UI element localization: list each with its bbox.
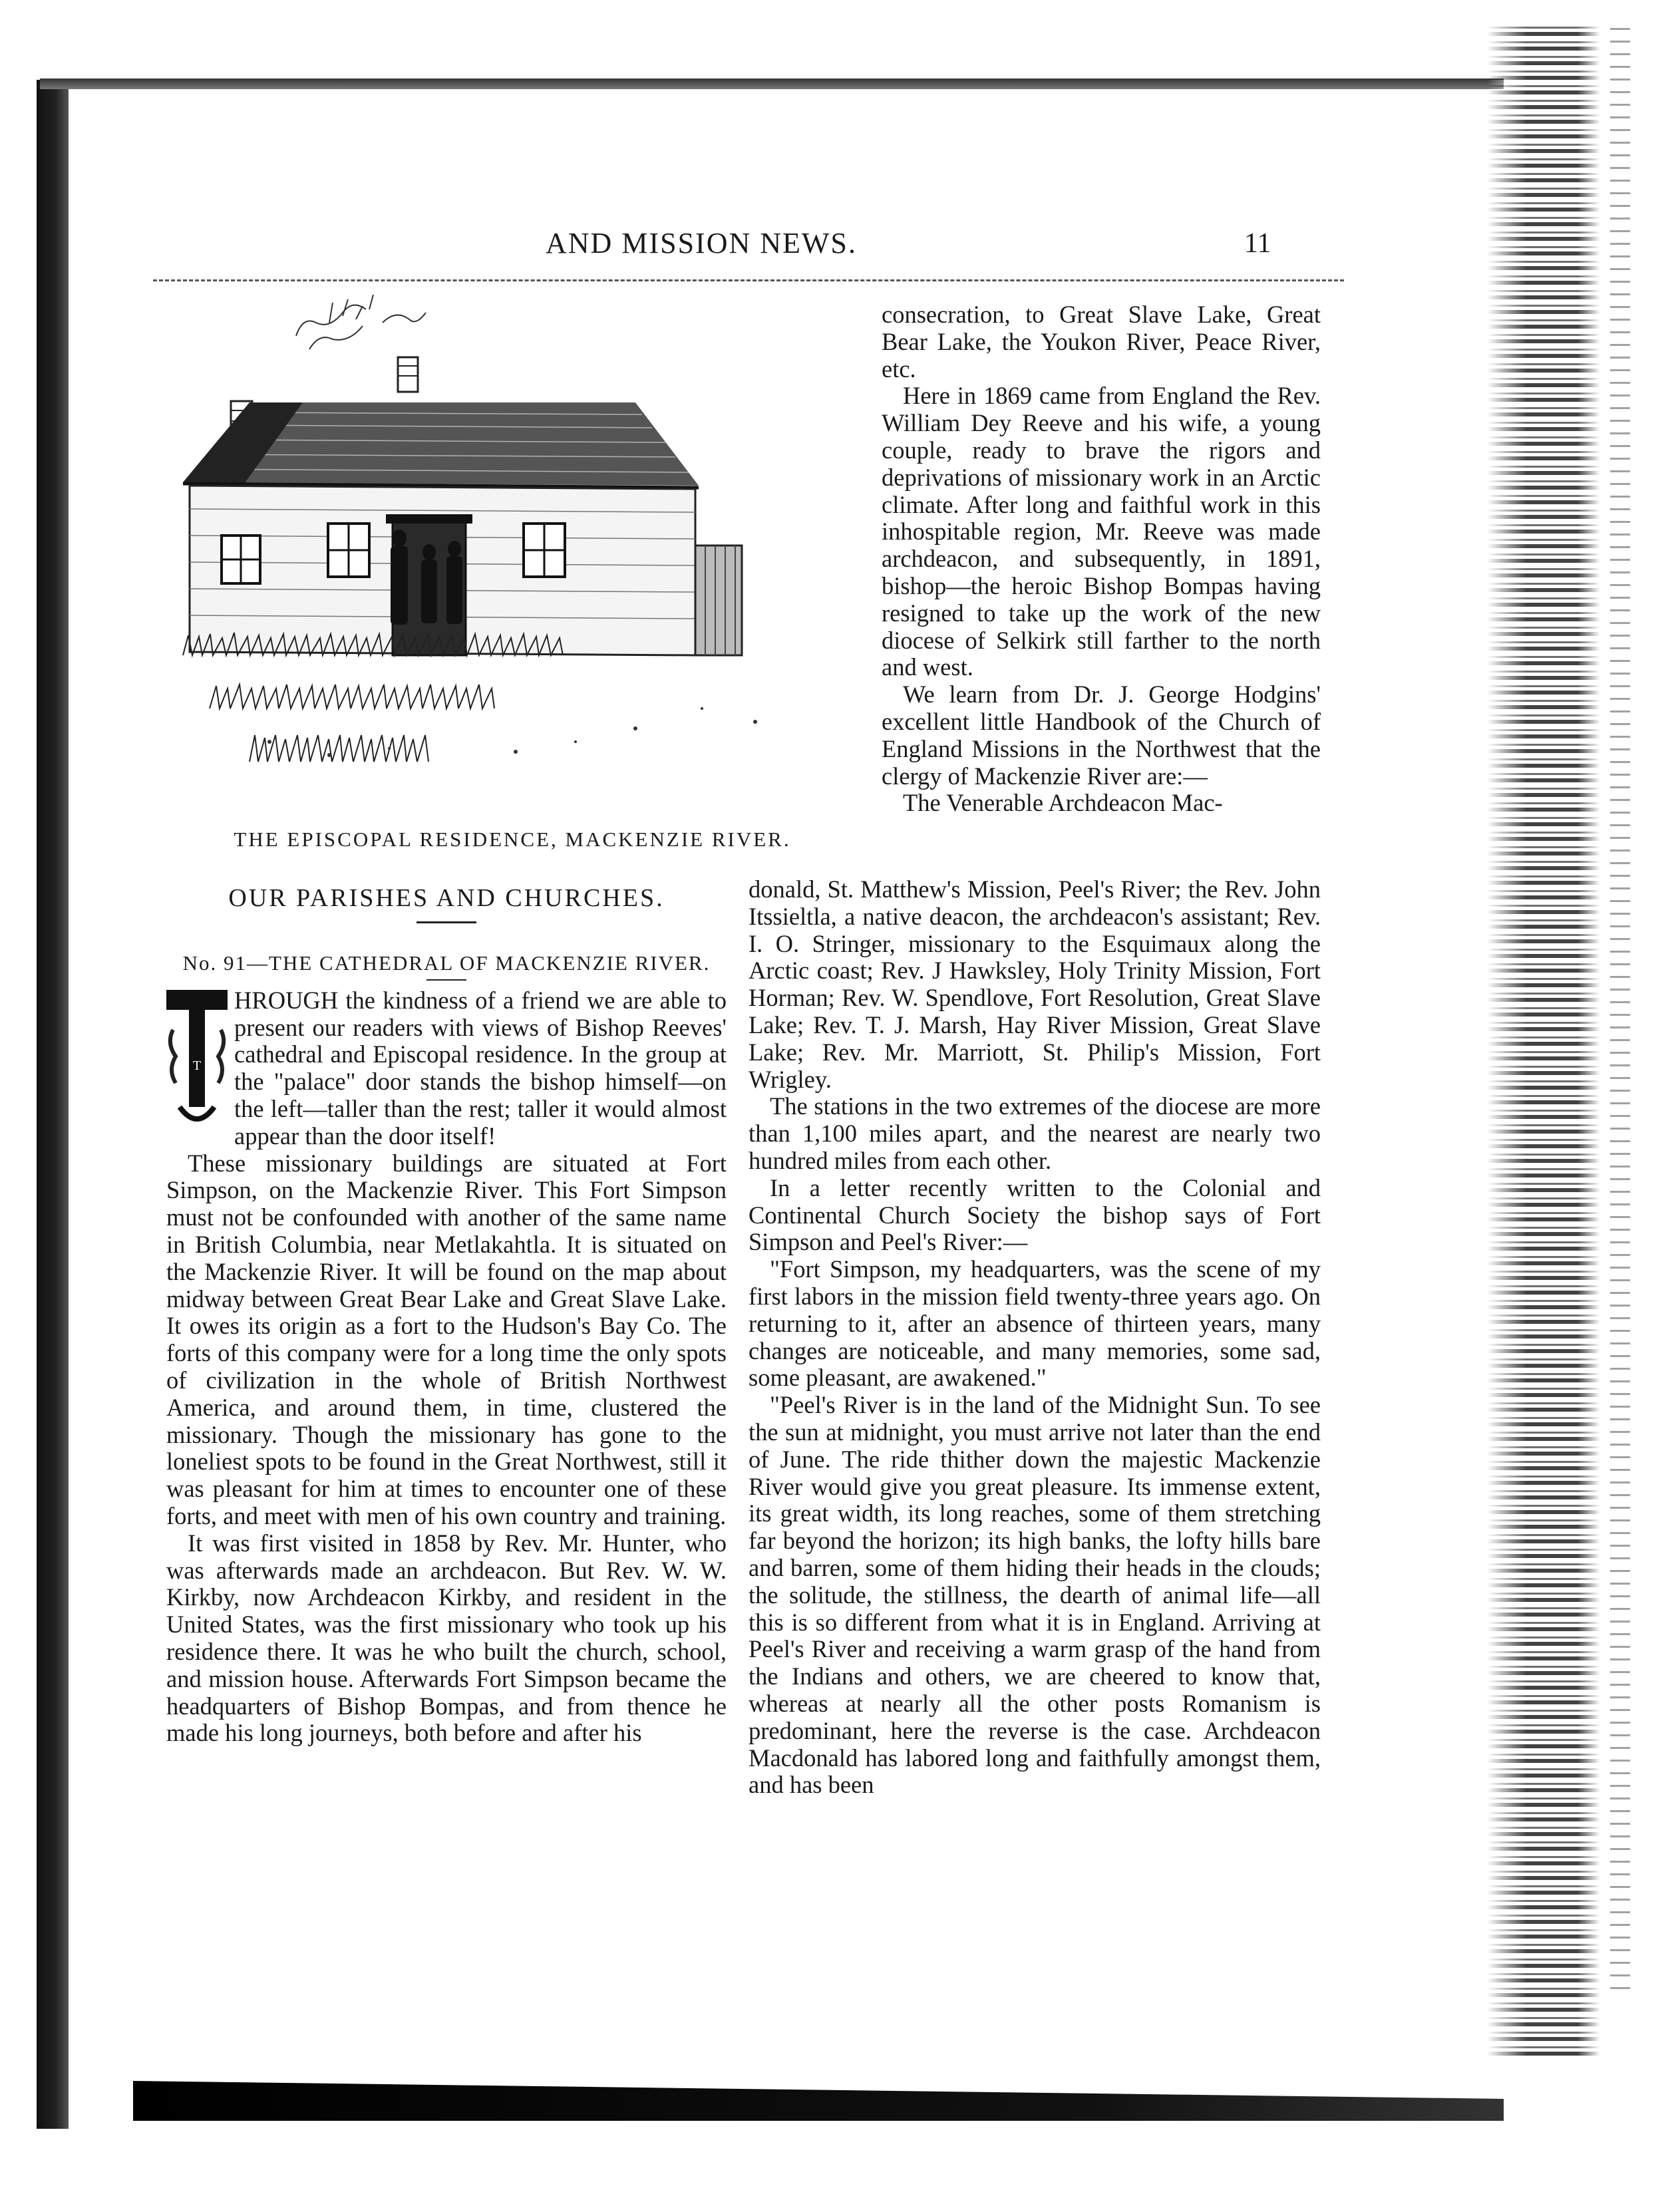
scan-edge-left: [37, 80, 69, 2129]
paragraph: Here in 1869 came from England the Rev. William Dey Reeve and his wife, a young couple, ready to brave the rigors and deprivations of missionary work in an Arctic climate. After long and faithful work in this inhospitable region, Mr. Reeve was made archdeacon, and subsequently, in 1891, bishop—the heroic Bishop Bompas having resigned to take up the work of the new diocese of Selkirk still farther to the north and west.: [882, 382, 1321, 681]
page-number: 11: [1244, 228, 1271, 259]
paragraph: HROUGH the kindness of a friend we are able to present our readers with views of Bishop Reeves' cathedral and Episcopal residence. In the group at the "palace" door stands the bishop himself—on the left—taller than the rest; taller it would almost appear than the door itself!: [234, 986, 727, 1150]
subtitle-rule: [426, 979, 466, 981]
drop-cap-letter: T: [192, 1058, 202, 1073]
paragraph: The Venerable Archdeacon Mac-: [903, 789, 1223, 817]
page-header: [173, 226, 1337, 266]
right-column-lower: [749, 876, 1321, 1799]
paragraph: consecration, to Great Slave Lake, Great Bear Lake, the Youkon River, Peace River, etc.: [882, 301, 1321, 383]
paragraph: In a letter recently written to the Colonial and Continental Church Society the bishop says of Fort Simpson and Peel's River:—: [749, 1173, 1321, 1256]
scan-edge-bottom: [133, 2081, 1504, 2121]
article-subtitle: No. 91—THE CATHEDRAL OF MACKENZIE RIVER.: [182, 951, 711, 975]
quote-paragraph: "Peel's River is in the land of the Midnight Sun. To see the sun at midnight, you must arrive not later than the end of June. The ride thither down the majestic Mackenzie River would give you great pleasure. Its immense extent, its great width, its long reaches, some of them stretching far beyond the horizon; its high banks, the lofty hills bare and barren, some of them hiding their heads in the clouds; the solitude, the stillness, the dearth of animal life—all this is so different from what it is in England. Arriving at Peel's River and receiving a warm grasp of the hand from the Indians and others, we are cheered to know that, whereas at nearly all the other posts Romanism is predominant, here the reverse is the case. Archdeacon Macdonald has labored long and faithfully amongst them, and has been: [749, 1391, 1321, 1799]
quote-paragraph: "Fort Simpson, my headquarters, was the scene of my first labors in the mission field twenty-three years ago. On returning to it, after an absence of thirteen years, many changes are noticeable, and many memories, some sad, some pleasant, are awakened.": [749, 1255, 1321, 1392]
left-column: [166, 858, 727, 1747]
right-column-upper: [882, 301, 1321, 817]
section-title-rule: [417, 921, 476, 923]
paragraph: These missionary buildings are situated at Fort Simpson, on the Mackenzie River. This Fort Simpson must not be confounded with another of the same name in British Columbia, near Metlakahtla. It is situated on the Mackenzie River. It will be found on the map about midway between Great Bear Lake and Great Slave Lake. It owes its origin as a fort to the Hudson's Bay Co. The forts of this company were for a long time the only spots of civilization in the whole of British Northwest America, and around them, in time, clustered the missionary. Though the missionary has gone to the loneliest spots to be found in the Great Northwest, still it was pleasant for him at times to encounter one of these forts, and meet with men of his own country and training.: [166, 1149, 727, 1529]
figure-caption: THE EPISCOPAL RESIDENCE, MACKENZIE RIVER.: [234, 828, 791, 851]
section-title: OUR PARISHES AND CHURCHES.: [228, 884, 665, 912]
paragraph: It was first visited in 1858 by Rev. Mr. Hunter, who was afterwards made an archdeacon. But Rev. W. W. Kirkby, now Archdeacon Kirkby, and resident in the United States, was the first missionary who took up his residence there. It was he who built the church, school, and mission house. Afterwards Fort Simpson became the headquarters of Bishop Bompas, and from thence he made his long journeys, both before and after his: [166, 1529, 727, 1747]
scan-edge-top: [40, 78, 1504, 89]
paragraph: The stations in the two extremes of the diocese are more than 1,100 miles apart, and the nearest are nearly two hundred miles from each other.: [749, 1092, 1321, 1174]
running-title: AND MISSION NEWS.: [546, 227, 857, 259]
scan-edge-right-noise: [1610, 27, 1630, 1989]
decorative-drop-cap: [166, 990, 228, 1130]
scan-edge-right: [1487, 27, 1600, 2056]
header-rule: [153, 279, 1344, 281]
paragraph: We learn from Dr. J. George Hodgins' excellent little Handbook of the Church of England Missions in the Northwest that the clergy of Mackenzie River are:—: [882, 681, 1321, 790]
paragraph: donald, St. Matthew's Mission, Peel's River; the Rev. John Itssieltla, a native deacon, the archdeacon's assistant; Rev. I. O. Stringer, missionary to the Esquimaux along the Arctic coast; Rev. J Hawksley, Holy Trinity Mission, Fort Horman; Rev. W. Spendlove, Fort Resolution, Great Slave Lake; Rev. T. J. Marsh, Hay River Mission, Great Slave Lake; Rev. Mr. Marriott, St. Philip's Mission, Fort Wrigley.: [749, 875, 1321, 1093]
residence-illustration: [170, 283, 818, 808]
opening-paragraph-block: [166, 987, 727, 1150]
